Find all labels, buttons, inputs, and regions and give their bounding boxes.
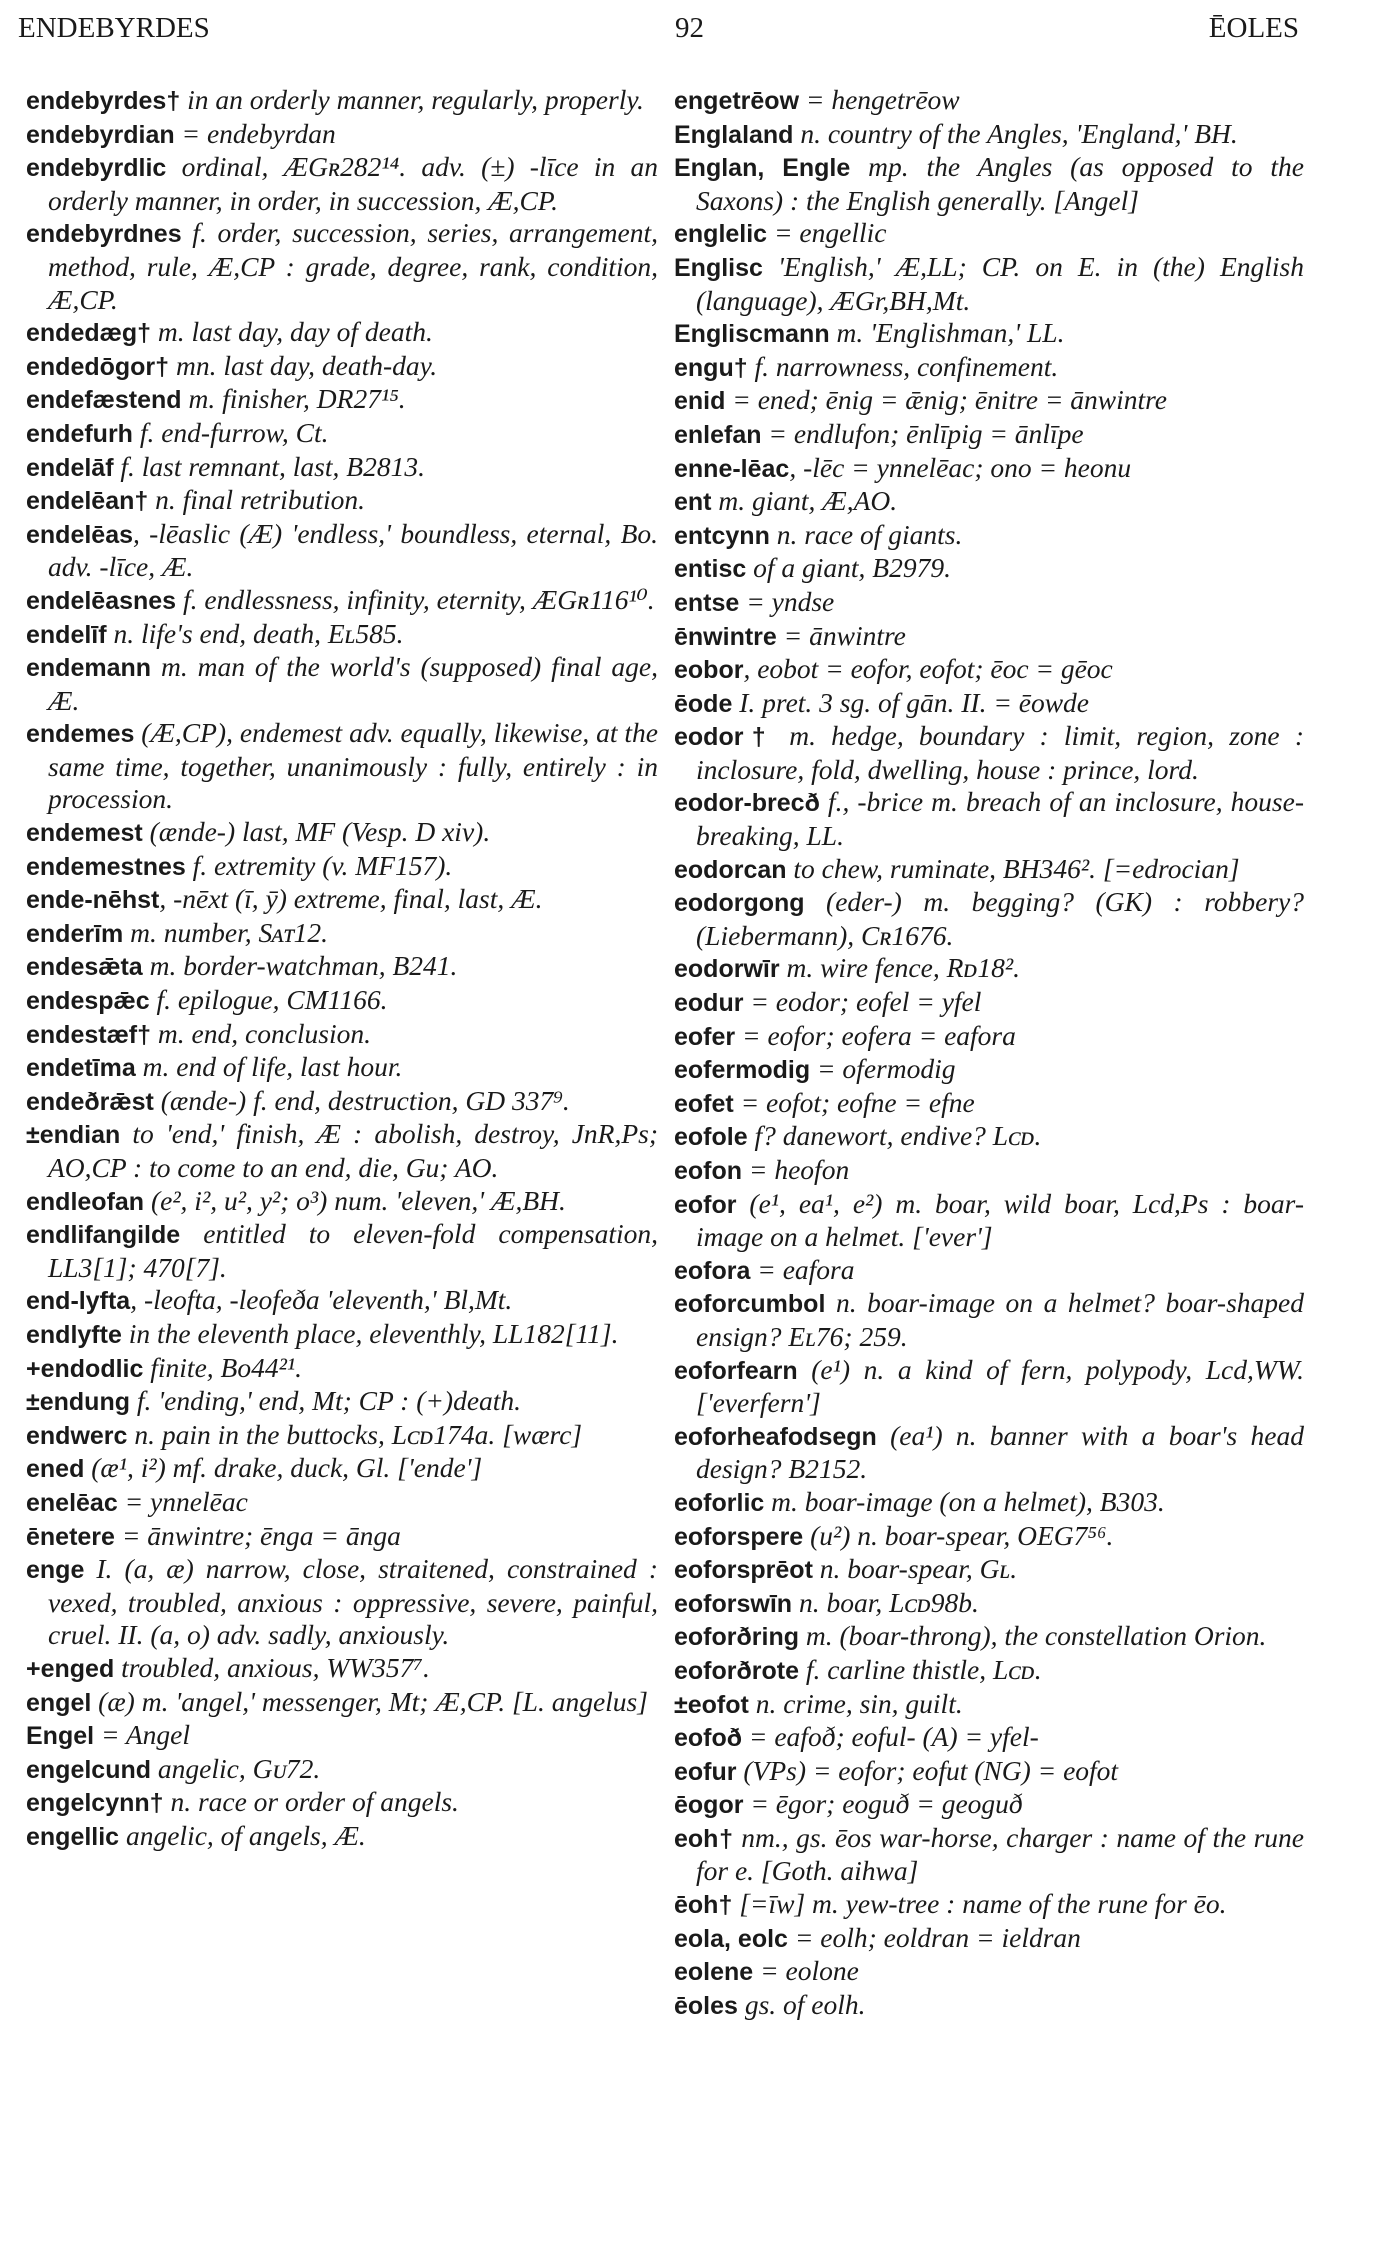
dictionary-entry — [674, 1254, 1304, 1288]
dictionary-entry — [674, 952, 1304, 986]
headword: eodor-brecð — [674, 789, 820, 818]
headword: eolene — [674, 1958, 754, 1987]
definition: f. order, succession, series, arrangement, method, rule, Æ,CP : grade, degree, rank, condition, Æ,CP. — [48, 217, 658, 315]
headword: ened — [26, 1455, 85, 1484]
headword: endebyrdes† — [26, 87, 181, 115]
dictionary-entry — [26, 717, 658, 816]
definition: troubled, anxious, WW357⁷. — [114, 1651, 430, 1683]
definition: = endebyrdan — [174, 117, 336, 149]
dictionary-entry — [674, 1822, 1304, 1888]
headword: endemest — [26, 819, 143, 848]
left-column — [26, 84, 658, 1853]
headword: engellic — [26, 1822, 120, 1851]
headword: endlifangilde — [26, 1221, 181, 1250]
headword: eofermodig — [674, 1056, 811, 1085]
definition: mp. the Angles (as opposed to the Saxons) : the English generally. [Angel] — [696, 151, 1305, 216]
dictionary-entry — [674, 1955, 1304, 1989]
definition: (ea¹) n. banner with a boar's head design? B2152. — [696, 1419, 1304, 1485]
dictionary-entry — [26, 917, 658, 951]
definition: n. boar-spear, Gʟ. — [812, 1553, 1018, 1585]
definition: nm., gs. ēos war-horse, charger : name of the rune for e. [Goth. aihwa] — [696, 1821, 1304, 1887]
dictionary-entry — [674, 384, 1304, 418]
headword: eoforswīn — [674, 1589, 793, 1618]
headword: endeðrǣst — [26, 1087, 154, 1116]
dictionary-entry — [674, 1788, 1304, 1822]
dictionary-entry — [26, 417, 658, 451]
headword: endedæg† — [26, 319, 152, 348]
definition: = ēgor; eoguð = geoguð — [743, 1788, 1023, 1820]
definition: m. end, conclusion. — [151, 1017, 372, 1049]
definition: , -leofta, -leofeða 'eleventh,' Bl,Mt. — [130, 1284, 513, 1316]
dictionary-entry — [674, 1087, 1304, 1121]
definition: = eafoð; eoful- (A) = yfel- — [742, 1721, 1039, 1753]
dictionary-entry — [26, 816, 658, 850]
dictionary-entry — [26, 316, 658, 350]
dictionary-entry — [674, 1688, 1304, 1722]
definition: f. last remnant, last, B2813. — [113, 450, 425, 482]
headword: eodorwīr — [674, 955, 780, 984]
dictionary-entry — [674, 1553, 1304, 1587]
headword: eofora — [674, 1256, 751, 1285]
definition: , -nēxt (ī, ȳ) extreme, final, last, Æ. — [159, 883, 543, 915]
definition: finite, Bo44²¹. — [143, 1351, 302, 1383]
dictionary-entry — [674, 986, 1304, 1020]
dictionary-entry — [674, 251, 1304, 317]
dictionary-entry — [26, 1419, 658, 1453]
dictionary-entry — [674, 1620, 1304, 1654]
dictionary-entry — [674, 1721, 1304, 1755]
definition: m. wire fence, Rᴅ18². — [779, 952, 1020, 984]
headword: eodorcan — [674, 855, 787, 884]
headword: endelēas — [26, 520, 134, 549]
headword: endemestnes — [26, 852, 186, 881]
headword: endelīf — [26, 620, 107, 649]
headword: eoforheafodsegn — [674, 1422, 877, 1451]
definition: of a giant, B2979. — [746, 552, 951, 584]
headword: +enged — [26, 1654, 115, 1683]
definition: (e², i², u², y²; o³) num. 'eleven,' Æ,BH. — [144, 1184, 566, 1216]
definition: (æ¹, i²) mf. drake, duck, Gl. ['ende'] — [84, 1452, 483, 1484]
definition: (eder-) m. begging? (GK) : robbery? (Liebermann), Cʀ1676. — [696, 886, 1304, 951]
definition: n. crime, sin, guilt. — [748, 1687, 963, 1719]
headword: eodur — [674, 989, 744, 1018]
headword: entse — [674, 588, 740, 617]
dictionary-entry — [674, 217, 1304, 251]
headword: endestæf† — [26, 1020, 152, 1049]
definition: = eolone — [753, 1955, 859, 1987]
definition: = eofot; eofne = efne — [733, 1086, 975, 1118]
dictionary-entry — [674, 1922, 1304, 1956]
definition: f. end-furrow, Ct. — [132, 416, 329, 448]
headword: endesǣta — [26, 953, 143, 982]
definition: (e¹, ea¹, e²) m. boar, wild boar, Lcd,Ps : boar-image on a helmet. ['ever'] — [696, 1187, 1304, 1253]
headword: endebyrdlic — [26, 154, 167, 183]
dictionary-entry — [674, 1888, 1304, 1922]
headword: enlefan — [674, 420, 762, 449]
running-head-right: ĒOLES — [1208, 12, 1299, 44]
dictionary-entry — [674, 1520, 1304, 1554]
headword: endelēasnes — [26, 586, 177, 615]
definition: m. finisher, DR27¹⁵. — [181, 383, 406, 415]
dictionary-entry — [26, 151, 658, 217]
headword: eola, eolc — [674, 1924, 788, 1953]
dictionary-entry — [674, 1120, 1304, 1154]
headword: eoforcumbol — [674, 1290, 826, 1319]
headword: endelāf — [26, 453, 114, 482]
definition: = ānwintre; ēnga = ānga — [114, 1519, 401, 1551]
definition: in the eleventh place, eleventhly, LL182[11]. — [121, 1317, 619, 1349]
definition: = eofor; eofera = eafora — [735, 1019, 1016, 1051]
headword: endleofan — [26, 1187, 145, 1216]
definition: [=īw] m. yew-tree : name of the rune for ēo. — [732, 1888, 1227, 1920]
definition: to chew, ruminate, BH346². [=edrocian] — [786, 852, 1240, 884]
definition: f. narrowness, confinement. — [747, 350, 1059, 382]
headword: endespǣc — [26, 987, 150, 1016]
headword: endlyfte — [26, 1320, 122, 1349]
dictionary-entry — [26, 350, 658, 384]
dictionary-entry — [674, 351, 1304, 385]
definition: I. pret. 3 sg. of gān. II. = ēowde — [732, 686, 1090, 718]
definition: m. number, Sᴀᴛ12. — [123, 916, 328, 948]
dictionary-entry — [26, 1786, 658, 1820]
headword: +endodlic — [26, 1354, 144, 1383]
headword: Englan, Engle — [674, 154, 851, 183]
dictionary-entry — [26, 1218, 658, 1284]
definition: = yndse — [739, 585, 835, 617]
dictionary-entry — [26, 1085, 658, 1119]
headword: ±eofot — [674, 1690, 749, 1719]
running-head-left: ENDEBYRDES — [18, 12, 210, 44]
dictionary-entry — [674, 1287, 1304, 1353]
definition: , -lēc = ynnelēac; ono = heonu — [789, 451, 1132, 483]
definition: m. man of the world's (supposed) final age, Æ. — [48, 651, 658, 716]
headword: endefæstend — [26, 386, 182, 415]
headword: ēode — [674, 689, 733, 718]
dictionary-entry — [26, 1318, 658, 1352]
dictionary-entry — [26, 451, 658, 485]
headword: enge — [26, 1556, 85, 1585]
dictionary-entry — [674, 1020, 1304, 1054]
headword: eofet — [674, 1089, 734, 1118]
headword: engu† — [674, 353, 748, 382]
dictionary-entry — [26, 651, 658, 717]
definition: (u²) n. boar-spear, OEG7⁵⁶. — [803, 1519, 1114, 1551]
dictionary-entry — [674, 1053, 1304, 1087]
dictionary-entry — [26, 1486, 658, 1520]
definition: (æ) m. 'angel,' messenger, Mt; Æ,CP. [L. angelus] — [91, 1685, 648, 1717]
definition: m. hedge, boundary : limit, region, zone : inclosure, fold, dwelling, house : prince, lord. — [696, 720, 1304, 785]
headword: ēogor — [674, 1791, 744, 1820]
page-number: 92 — [675, 12, 704, 44]
definition: f. epilogue, CM1166. — [149, 984, 388, 1016]
definition: (Æ,CP), endemest adv. equally, likewise, at the same time, together, unanimously : fully, entirely : in procession. — [48, 717, 658, 815]
definition: n. country of the Angles, 'England,' BH. — [793, 117, 1238, 149]
dictionary-entry — [674, 519, 1304, 553]
dictionary-entry — [674, 84, 1304, 118]
dictionary-entry — [674, 485, 1304, 519]
headword: entisc — [674, 555, 747, 584]
definition: n. final retribution. — [148, 484, 365, 516]
dictionary-entry — [674, 586, 1304, 620]
headword: ent — [674, 488, 712, 517]
definition: m. end of life, last hour. — [135, 1051, 403, 1083]
dictionary-entry — [674, 1154, 1304, 1188]
definition: n. pain in the buttocks, Lᴄᴅ174a. [wærc] — [127, 1418, 583, 1450]
definition: m. boar-image (on a helmet), B303. — [764, 1485, 1165, 1517]
headword: eodor† — [674, 723, 775, 752]
headword: endelēan† — [26, 487, 149, 516]
definition: m. last day, day of death. — [151, 316, 433, 348]
definition: angelic, Gᴜ72. — [151, 1752, 321, 1784]
definition: = eodor; eofel = yfel — [743, 986, 982, 1018]
headword: eodorgong — [674, 889, 805, 918]
dictionary-entry — [674, 1755, 1304, 1789]
dictionary-entry — [26, 1652, 658, 1686]
dictionary-entry — [674, 1188, 1304, 1254]
headword: enelēac — [26, 1488, 118, 1517]
right-column — [674, 84, 1304, 2022]
headword: enne-lēac — [674, 454, 790, 483]
headword: ēoles — [674, 1991, 738, 2020]
definition: n. boar-image on a helmet? boar-shaped ensign? Eʟ76; 259. — [696, 1287, 1304, 1352]
headword: Englisc — [674, 253, 763, 282]
dictionary-entry — [26, 883, 658, 917]
dictionary-entry — [26, 1753, 658, 1787]
headword: enid — [674, 387, 726, 416]
definition: n. race or order of angels. — [163, 1786, 459, 1818]
headword: endetīma — [26, 1054, 136, 1083]
headword: endefurh — [26, 419, 133, 448]
dictionary-entry — [26, 1185, 658, 1219]
headword: eobor — [674, 656, 744, 685]
definition: (ænde-) f. end, destruction, GD 337⁹. — [153, 1084, 570, 1116]
headword: ende-nēhst — [26, 886, 160, 915]
dictionary-entry — [26, 1719, 658, 1753]
headword: engelcund — [26, 1755, 152, 1784]
headword: eofor — [674, 1190, 737, 1219]
dictionary-entry — [674, 1654, 1304, 1688]
headword: eoforðrote — [674, 1656, 799, 1685]
headword: ēnwintre — [674, 622, 777, 651]
headword: end-lyfta — [26, 1287, 131, 1316]
definition: f. 'ending,' end, Mt; CP : (+)death. — [129, 1385, 522, 1417]
definition: = Angel — [94, 1719, 191, 1751]
dictionary-entry — [26, 217, 658, 316]
definition: m. giant, Æ,AO. — [711, 485, 898, 517]
dictionary-entry — [26, 618, 658, 652]
headword: ēoh† — [674, 1891, 733, 1920]
definition: = heofon — [742, 1154, 850, 1185]
dictionary-entry — [674, 1420, 1304, 1486]
definition: f. endlessness, infinity, eternity, ÆGʀ116¹⁰. — [176, 583, 655, 615]
headword: eofole — [674, 1123, 748, 1152]
dictionary-entry — [26, 1051, 658, 1085]
definition: to 'end,' finish, Æ : abolish, destroy, JnR,Ps; AO,CP : to come to an end, die, Gu; AO. — [48, 1118, 658, 1183]
headword: eofoð — [674, 1724, 743, 1753]
definition: entitled to eleven-fold compensation, LL3[1]; 470[7]. — [48, 1218, 658, 1283]
definition: m. 'Englishman,' LL. — [829, 317, 1065, 349]
definition: = ynnelēac — [117, 1485, 248, 1517]
headword: eofer — [674, 1022, 736, 1051]
definition: f? danewort, endive? Lᴄᴅ. — [747, 1120, 1042, 1152]
definition: = hengetrēow — [799, 84, 960, 115]
definition: 'English,' Æ,LL; CP. on E. in (the) English (language), ÆGr,BH,Mt. — [696, 250, 1304, 316]
dictionary-entry — [674, 853, 1304, 887]
dictionary-entry — [26, 484, 658, 518]
headword: endwerc — [26, 1421, 128, 1450]
dictionary-entry — [674, 653, 1304, 687]
dictionary-entry — [26, 1820, 658, 1854]
dictionary-entry — [674, 1354, 1304, 1420]
page-header — [0, 12, 1379, 52]
definition: = ofermodig — [810, 1053, 956, 1085]
headword: enderīm — [26, 919, 124, 948]
dictionary-entry — [674, 317, 1304, 351]
definition: = endlufon; ēnlīpig = ānlīpe — [761, 417, 1084, 449]
definition: f. carline thistle, Lᴄᴅ. — [799, 1653, 1042, 1685]
headword: endedōgor† — [26, 352, 170, 381]
definition: = engellic — [767, 217, 887, 249]
dictionary-entry — [674, 1989, 1304, 2023]
definition: in an orderly manner, regularly, properly. — [180, 84, 644, 115]
headword: eoh† — [674, 1824, 734, 1853]
dictionary-entry — [26, 84, 658, 118]
definition: f., -brice m. breach of an inclosure, house-breaking, LL. — [696, 786, 1304, 852]
definition: gs. of eolh. — [737, 1988, 866, 2020]
headword: engel — [26, 1688, 92, 1717]
headword: eoforlic — [674, 1488, 765, 1517]
dictionary-entry — [674, 552, 1304, 586]
dictionary-entry — [26, 1385, 658, 1419]
dictionary-entry — [674, 151, 1304, 217]
dictionary-entry — [26, 118, 658, 152]
headword: endebyrdian — [26, 120, 175, 149]
definition: = ānwintre — [776, 619, 906, 651]
definition: , -lēaslic (Æ) 'endless,' boundless, eternal, Bo. adv. -līce, Æ. — [48, 517, 658, 583]
headword: ±endian — [26, 1121, 121, 1150]
headword: eoforðring — [674, 1623, 799, 1652]
headword: engetrēow — [674, 87, 800, 115]
dictionary-entry — [26, 1520, 658, 1554]
definition: m. (boar-throng), the constellation Orion. — [799, 1620, 1267, 1652]
headword: engelcynn† — [26, 1789, 164, 1818]
definition: m. border-watchman, B241. — [142, 950, 458, 982]
headword: ±endung — [26, 1388, 130, 1417]
dictionary-entry — [674, 720, 1304, 786]
dictionary-entry — [674, 118, 1304, 152]
dictionary-entry — [26, 584, 658, 618]
headword: Engel — [26, 1722, 95, 1751]
dictionary-entry — [674, 452, 1304, 486]
dictionary-entry — [26, 950, 658, 984]
dictionary-entry — [26, 1452, 658, 1486]
headword: Engliscmann — [674, 320, 830, 349]
dictionary-entry — [674, 418, 1304, 452]
definition: mn. last day, death-day. — [169, 349, 438, 381]
definition: , eobot = eofor, eofot; ēoc = gēoc — [743, 653, 1113, 685]
definition: n. race of giants. — [769, 518, 963, 550]
definition: n. boar, Lᴄᴅ98b. — [792, 1586, 979, 1618]
dictionary-entry — [674, 620, 1304, 654]
definition: = eolh; eoldran = ieldran — [787, 1921, 1081, 1953]
dictionary-entry — [674, 687, 1304, 721]
dictionary-entry — [26, 1018, 658, 1052]
headword: endemann — [26, 654, 152, 683]
headword: englelic — [674, 220, 768, 249]
definition: f. extremity (v. MF157). — [185, 849, 453, 881]
headword: endemes — [26, 720, 135, 749]
headword: entcynn — [674, 521, 770, 550]
headword: eoforfearn — [674, 1356, 798, 1385]
dictionary-entry — [26, 850, 658, 884]
definition: angelic, of angels, Æ. — [119, 1819, 366, 1851]
dictionary-entry — [674, 1486, 1304, 1520]
headword: eofur — [674, 1757, 737, 1786]
definition: ordinal, ÆGʀ282¹⁴. adv. (±) -līce in an orderly manner, in order, in succession, Æ,CP. — [48, 151, 658, 216]
headword: eofon — [674, 1157, 743, 1185]
dictionary-entry — [674, 1587, 1304, 1621]
dictionary-entry — [26, 518, 658, 584]
headword: Englaland — [674, 120, 794, 149]
dictionary-entry — [26, 984, 658, 1018]
definition: n. life's end, death, Eʟ585. — [106, 617, 404, 649]
headword: ēnetere — [26, 1522, 115, 1551]
definition: = ened; ēnig = ǣnig; ēnitre = ānwintre — [725, 384, 1168, 416]
headword: endebyrdnes — [26, 220, 182, 249]
definition: = eafora — [750, 1253, 855, 1285]
dictionary-entry — [26, 1686, 658, 1720]
headword: eoforspere — [674, 1522, 804, 1551]
dictionary-entry — [674, 786, 1304, 852]
dictionary-entry — [26, 383, 658, 417]
dictionary-entry — [26, 1118, 658, 1184]
dictionary-entry — [674, 886, 1304, 952]
dictionary-entry — [26, 1352, 658, 1386]
dictionary-entry — [26, 1553, 658, 1652]
definition: (ænde-) last, MF (Vesp. D xiv). — [142, 816, 491, 848]
dictionary-entry — [26, 1284, 658, 1318]
definition: (e¹) n. a kind of fern, polypody, Lcd,WW. ['everfern'] — [696, 1353, 1304, 1419]
definition: I. (a, æ) narrow, close, straitened, constrained : vexed, troubled, anxious : oppressive, severe, painful, cruel. II. (a, o) adv. sadly, anxiously. — [48, 1553, 658, 1651]
headword: eoforsprēot — [674, 1556, 813, 1585]
definition: (VPs) = eofor; eofut (NG) = eofot — [736, 1754, 1119, 1786]
